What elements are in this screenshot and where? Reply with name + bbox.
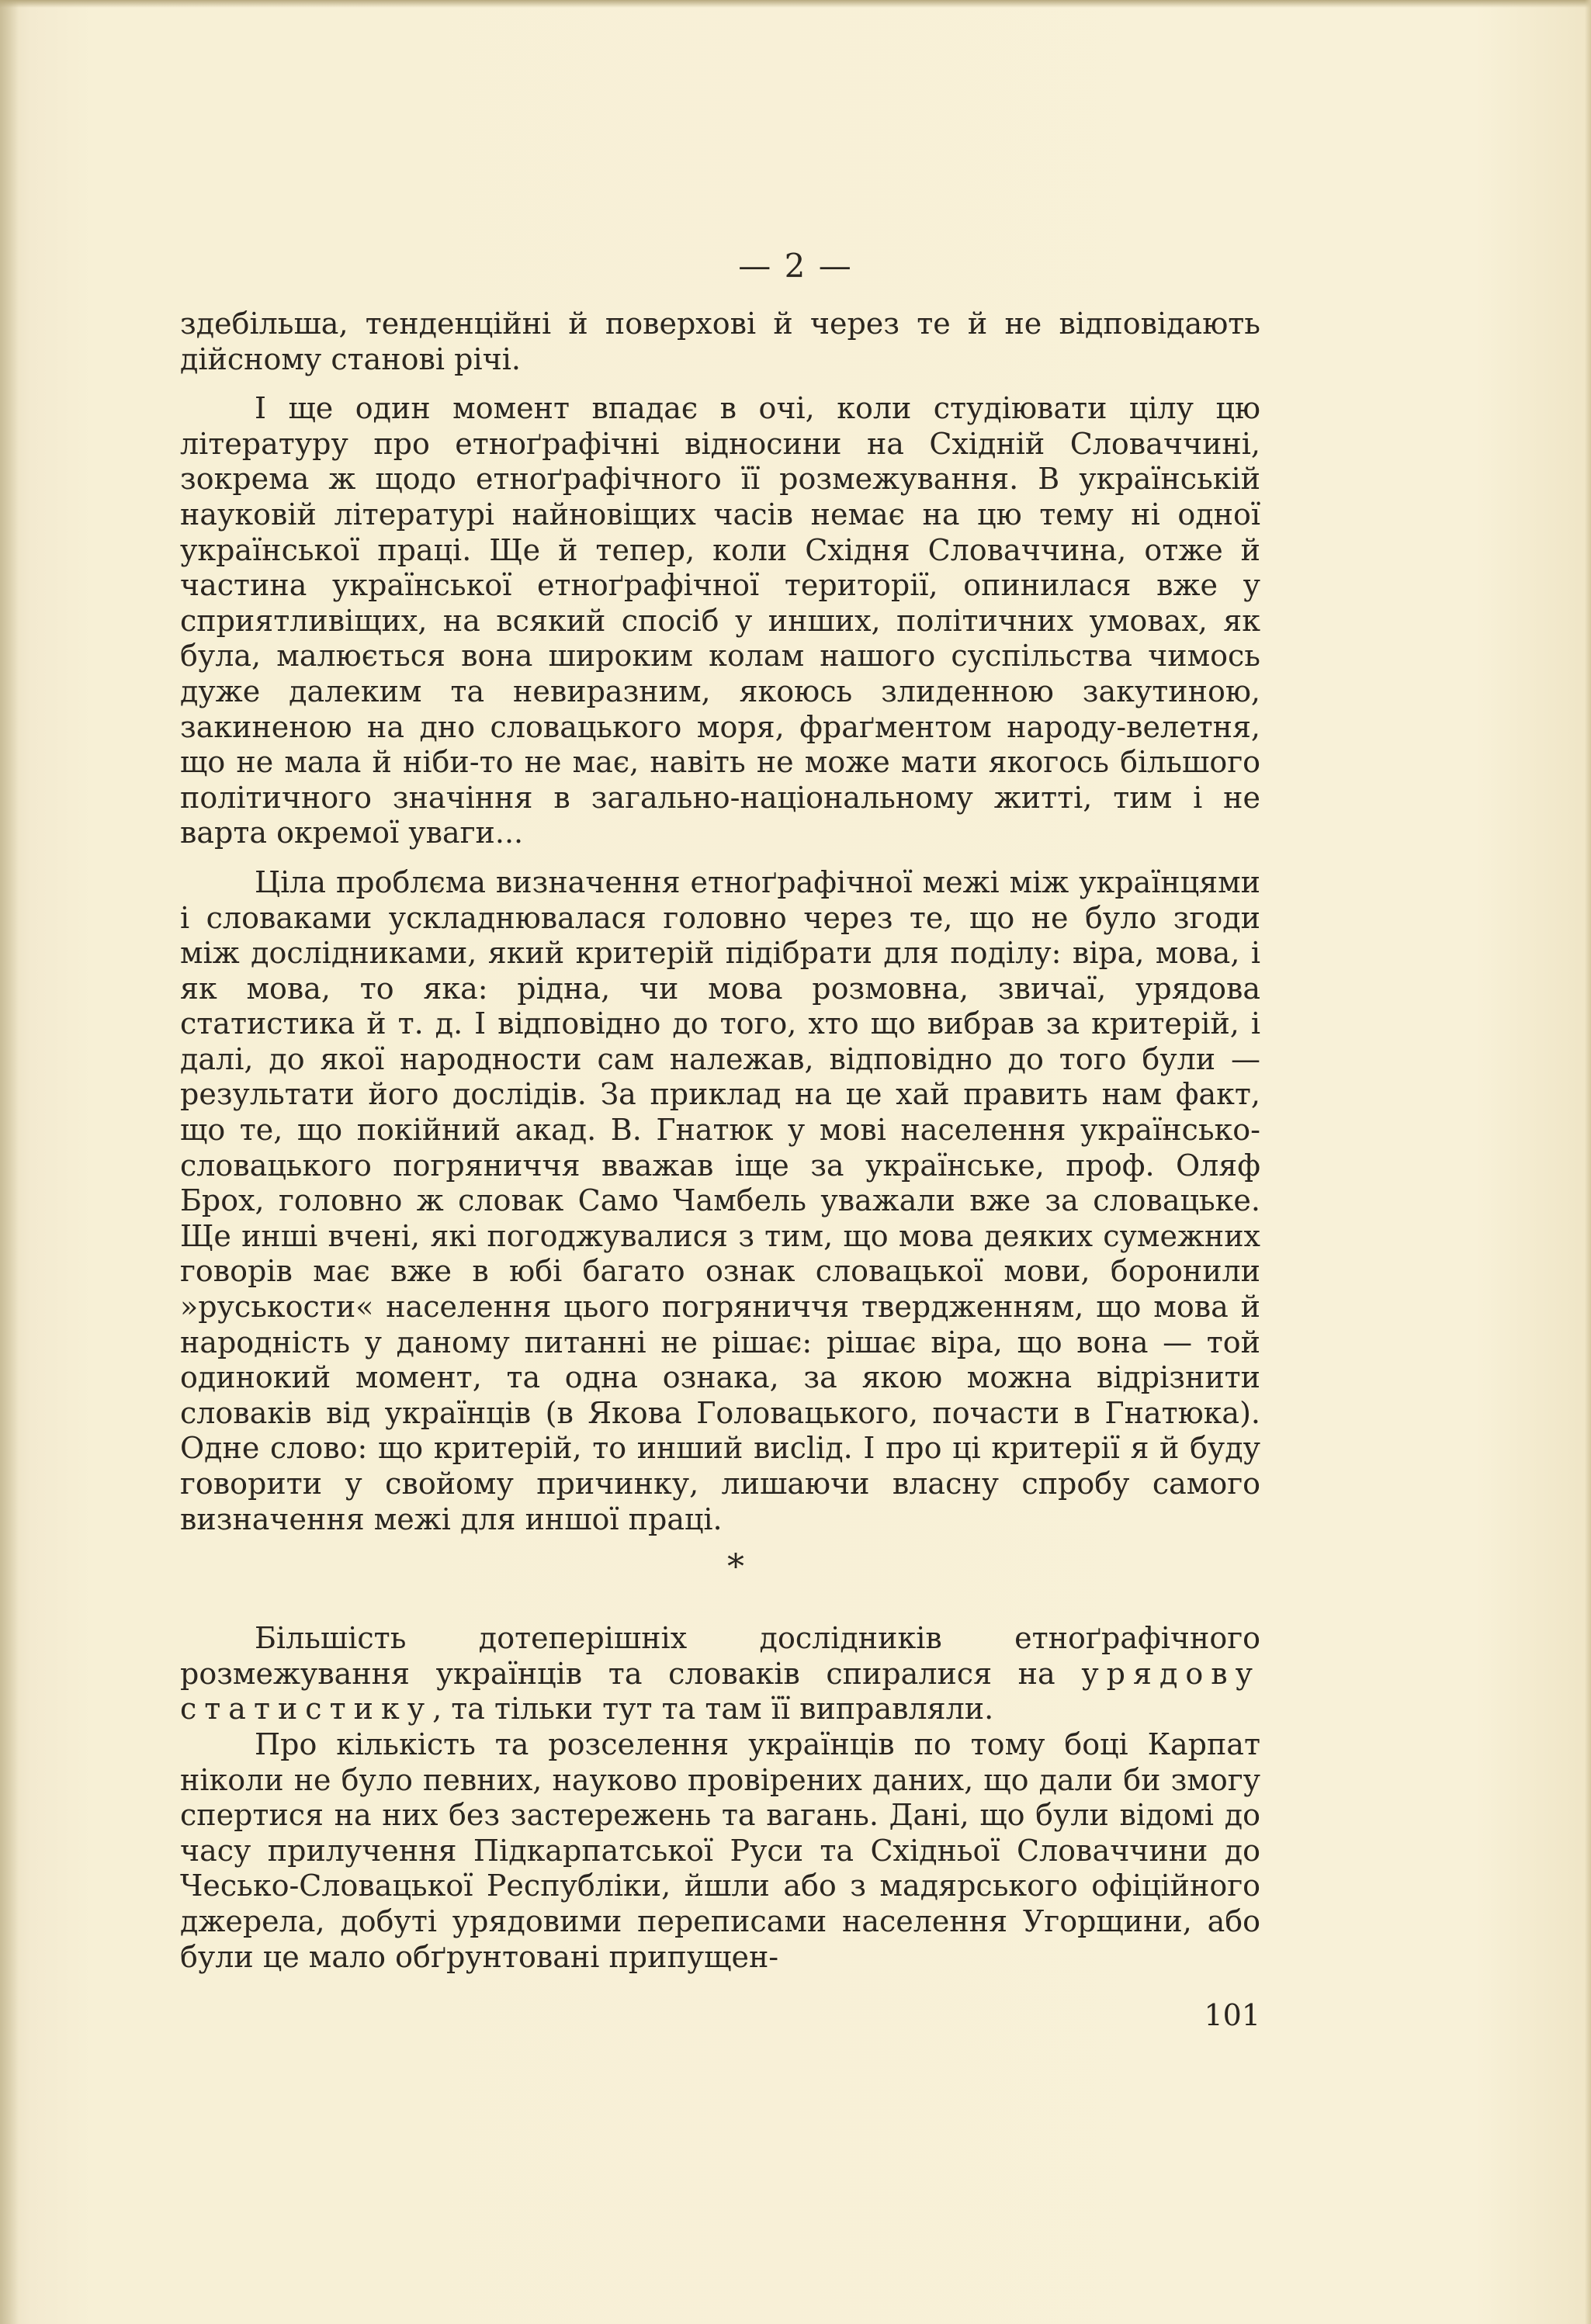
paragraph-5: Про кількість та розселення українців по тому боці Карпат ніколи не було певних, науково провірених даних, що дали би змогу спертися на них без застережень та вагань. Дані, що були відомі до часу прилучення Підкарпатської Руси та Східньої Словаччини до Чесько-Словацької Республіки, йшли або з мадярського офіційного джерела, добуті урядовими переписами населення Угорщини, або були це мало обґрунтовані припущен- — [180, 1727, 1260, 1974]
paragraph-3: Ціла проблєма визначення етноґрафічної межі між українцями і словаками ускладнювалася головно через те, що не було згоди між дослідниками, який критерій підібрати для поділу: віра, мова, і як мова, то яка: рідна, чи мова розмовна, звичаї, урядова статистика й т. д. І відповідно до того, хто що вибрав за критерій, і далі, до якої народности сам належав, відповідно до того були — результати його дослідів. За приклад на це хай править нам факт, що те, що покійний акад. В. Гнатюк у мові населення українсько-словацького погряниччя вважав іще за українське, проф. Оляф Брох, головно ж словак Само Чамбель уважали вже за словацьке. Ще инші вчені, які погоджувалися з тим, що мова деяких сумежних говорів має вже в юбі багато ознак словацької мови, боронили »руськости« населення цього погряниччя твердженням, що мова й народність у даному питанні не рішає: рішає віра, що вона — той одинокий момент, та одна ознака, за якою можна відрізнити словаків від українців (в Якова Головацького, почасти в Гнатюка). Одне слово: що критерій, то инший висlід. І про ці критерії я й буду говорити у свойому причинку, лишаючи власну спробу самого визначення межі для иншої праці. — [180, 864, 1260, 1536]
section-separator: * — [727, 1547, 744, 1588]
body-text — [180, 307, 1260, 1975]
paragraph-4 — [180, 1621, 1260, 1727]
top-edge-shadow — [0, 0, 1591, 8]
paragraph-2: І ще один момент впадає в очі, коли студіювати цілу цю літературу про етноґрафічні відносини на Східній Словаччині, зокрема ж щодо етноґрафічного її розмежування. В українській науковій літературі найновіщих часів немає на цю тему ні одної української праці. Ще й тепер, коли Східня Словаччина, отже й частина української етноґрафічної території, опинилася вже у сприятливіщих, на всякий спосіб у инших, політичних умовах, як була, малюється вона широким колам нашого суспільства чимось дуже далеким та невиразним, якоюсь злиденною закутиною, закиненою на дно словацького моря, фраґментом народу-велетня, що не мала й ніби-то не має, навіть не може мати якогось більшого політичного значіння в загально-національному житті, тим і не варта окремої уваги... — [180, 391, 1260, 850]
page-number: 101 — [1204, 1998, 1260, 2032]
right-edge-shadow — [1585, 0, 1591, 2324]
page-header: — 2 — — [738, 247, 853, 285]
paragraph-1: здебільша, тенденційні й поверхові й через те й не відповідають дійсному станові річі. — [180, 307, 1260, 376]
paragraph-4-end: , та тільки тут та там її виправляли. — [432, 1692, 994, 1727]
emphasis-official-statistics: урядову статистику — [180, 1656, 1260, 1727]
paragraph-4-start: Більшість дотеперішніх дослідників етноґрафічного розмежування українців та словаків спиралися на — [180, 1621, 1260, 1691]
binding-shadow — [0, 0, 19, 2324]
